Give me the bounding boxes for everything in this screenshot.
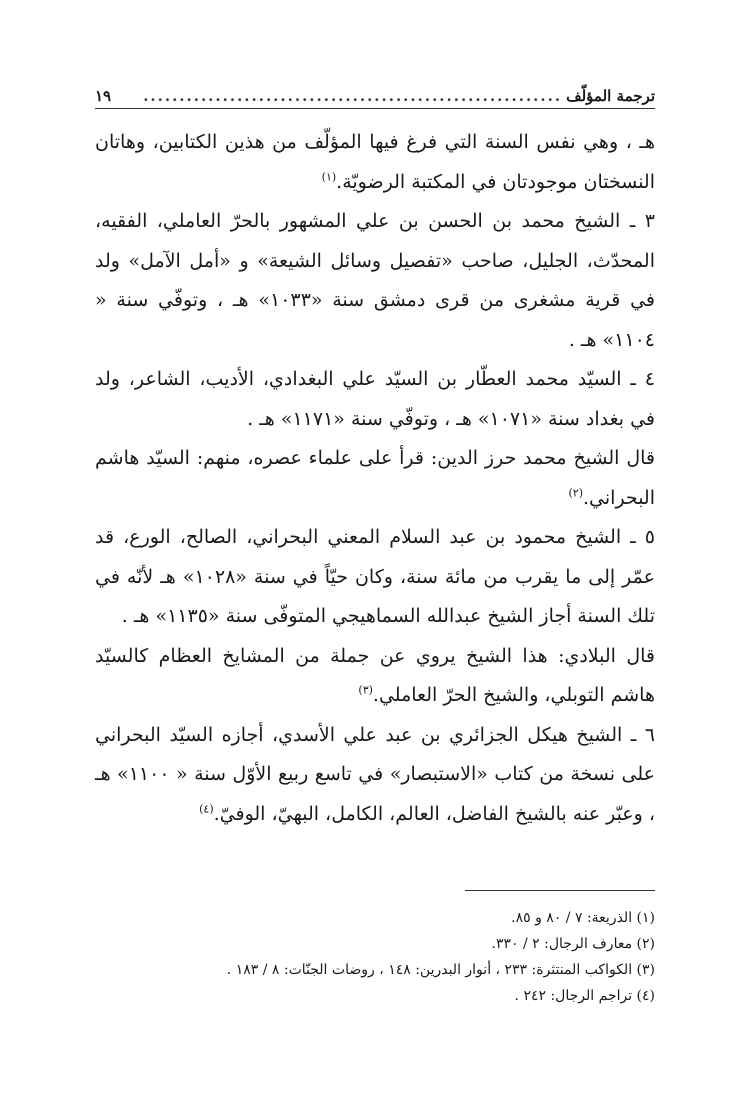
header-leader-dots: .......................................................... <box>143 87 563 105</box>
header-title: ترجمة المؤلّف <box>566 87 655 105</box>
paragraph-text: ٦ ـ الشيخ هيكل الجزائري بن عبد علي الأسدي، أجازه السيّد البحراني على نسخة من كتاب «الاستبصار» في تاسع ربيع الأوّل سنة « ١١٠٠» هـ ، وعبّر عنه بالشيخ الفاضل، العالم، الكامل، البهيّ، الوفيّ. <box>95 723 655 825</box>
running-header <box>95 84 655 109</box>
footnote-marker: (٢) <box>568 486 583 500</box>
footnote-marker: (٣) <box>358 683 373 697</box>
paragraph-text: ٣ ـ الشيخ محمد بن الحسن بن علي المشهور بالحرّ العاملي، الفقيه، المحدّث، الجليل، صاحب «تفصيل وسائل الشيعة» و «أمل الآمل» ولد في قرية مشغرى من قرى دمشق سنة «١٠٣٣» هـ ، وتوفّي سنة « ١١٠٤» هـ . <box>95 210 655 351</box>
footnote: (١) الذريعة: ٧ / ٨٠ و ٨٥. <box>511 910 655 926</box>
page <box>95 84 655 834</box>
paragraph <box>95 716 655 835</box>
paragraph <box>95 439 655 518</box>
paragraph <box>95 518 655 637</box>
paragraph <box>95 360 655 439</box>
paragraph <box>95 637 655 716</box>
paragraph-text: قال الشيخ محمد حرز الدين: قرأ على علماء عصره، منهم: السيّد هاشم البحراني. <box>95 447 655 509</box>
footnote: (٣) الكواكب المنتثرة: ٢٣٣ ، أنوار البدرين: ١٤٨ ، روضات الجنّات: ٨ / ١٨٣ . <box>226 962 655 978</box>
footnote-separator <box>465 890 655 891</box>
paragraph-text: قال البلادي: هذا الشيخ يروي عن جملة من المشايخ العظام كالسيّد هاشم التوبلي، والشيخ الحرّ العاملي. <box>95 644 655 706</box>
footnote-marker: (٤) <box>199 802 214 816</box>
footnote: (٤) تراجم الرجال: ٢٤٢ . <box>514 988 655 1004</box>
paragraph <box>95 123 655 202</box>
body-text <box>95 123 655 834</box>
footnotes <box>95 890 655 1009</box>
footnote: (٢) معارف الرجال: ٢ / ٣٣٠. <box>491 936 655 952</box>
paragraph-text: ٥ ـ الشيخ محمود بن عبد السلام المعني البحراني، الصالح، الورع، قد عمّر إلى ما يقرب من مائة سنة، وكان حيّاً في سنة «١٠٢٨» هـ لأنّه في تلك السنة أجاز الشيخ عبدالله السماهيجي المتوفّى سنة «١١٣٥» هـ . <box>95 526 655 627</box>
paragraph-text: ٤ ـ السيّد محمد العطّار بن السيّد علي البغدادي، الأديب، الشاعر، ولد في بغداد سنة «١٠٧١» هـ ، وتوفّي سنة «١١٧١» هـ . <box>95 368 655 430</box>
page-number: ١٩ <box>95 87 112 105</box>
paragraph <box>95 202 655 360</box>
footnote-marker: (١) <box>321 170 337 184</box>
paragraph-text: هـ ، وهي نفس السنة التي فرغ فيها المؤلّف من هذين الكتابين، وهاتان النسختان موجودتان في المكتبة الرضويّة. <box>95 131 655 193</box>
